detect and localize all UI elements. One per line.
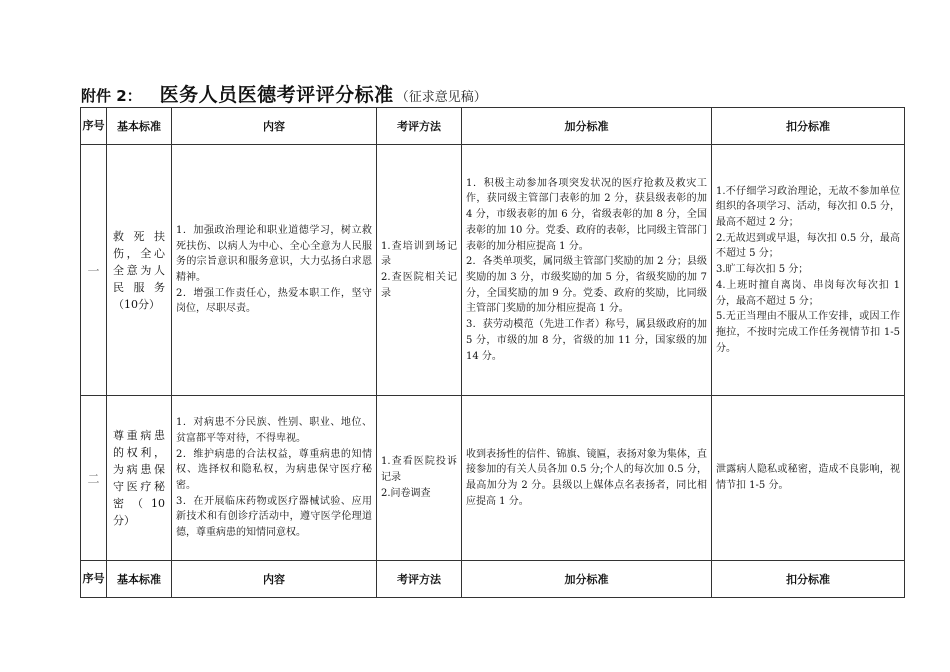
bonus-item: 收到表扬性的信件、锦旗、镜匾，表扬对象为集体，直接参加的有关人员各加 0.5 分;个人的每次加 0.5 分，最高加分为 2 分。县级以上媒体点名表扬者，同比相应提高 1 分。 bbox=[466, 448, 707, 507]
deduct-item: 5.无正当理由不服从工作安排，或因工作拖拉，不按时完成工作任务视情节扣 1-5 分。 bbox=[716, 311, 900, 354]
row-seq: 一 bbox=[81, 145, 107, 396]
header-basic-standard: 基本标准 bbox=[107, 561, 172, 598]
header-content: 内容 bbox=[172, 108, 377, 145]
content-item: 1．对病患不分民族、性别、职业、地位、贫富都平等对待，不得卑视。 bbox=[176, 417, 372, 444]
method-item: 2.查医院相关记录 bbox=[381, 272, 457, 299]
bonus-item: 3．获劳动模范（先进工作者）称号，属县级政府的加 5 分，市级的加 8 分，省级的加 11 分，国家级的加 14 分。 bbox=[466, 319, 707, 362]
row-basic-standard: 救死扶伤，全心全意为人民服务（10分） bbox=[107, 145, 172, 396]
content-item: 1．加强政治理论和职业道德学习，树立救死扶伤、以病人为中心、全心全意为人民服务的宗旨意识和服务意识，大力弘扬白求恩精神。 bbox=[176, 224, 372, 283]
deduct-item: 4.上班时擅自离岗、串岗每次每次扣 1 分，最高不超过 5 分； bbox=[716, 279, 900, 307]
header-method: 考评方法 bbox=[377, 561, 462, 598]
method-item: 2.问卷调查 bbox=[381, 487, 431, 499]
row-method bbox=[377, 396, 462, 561]
header-bonus: 加分标准 bbox=[462, 108, 712, 145]
header-content: 内容 bbox=[172, 561, 377, 598]
evaluation-table bbox=[80, 107, 905, 598]
content-item: 2．维护病患的合法权益，尊重病患的知情权、选择权和隐私权，为病患保守医疗秘密。 bbox=[176, 448, 372, 491]
row-deduct bbox=[712, 396, 905, 561]
header-bonus: 加分标准 bbox=[462, 561, 712, 598]
header-basic-standard: 基本标准 bbox=[107, 108, 172, 145]
document-title bbox=[81, 80, 487, 106]
deduct-item: 泄露病人隐私或秘密，造成不良影响，视情节扣 1-5 分。 bbox=[716, 464, 900, 491]
row-basic-standard: 尊重病患的权利，为病患保守医疗秘密（10分） bbox=[107, 396, 172, 561]
row-bonus bbox=[462, 396, 712, 561]
table-header-row bbox=[81, 108, 905, 145]
row-seq: 二 bbox=[81, 396, 107, 561]
header-deduct: 扣分标准 bbox=[712, 561, 905, 598]
header-deduct: 扣分标准 bbox=[712, 108, 905, 145]
header-method: 考评方法 bbox=[377, 108, 462, 145]
header-seq: 序号 bbox=[81, 108, 107, 145]
header-seq: 序号 bbox=[81, 561, 107, 598]
deduct-item: 1.不仔细学习政治理论，无故不参加单位组织的各项学习、活动，每次扣 0.5 分，最高不超过 2 分； bbox=[716, 185, 900, 229]
content-item: 2．增强工作责任心，热爱本职工作，坚守岗位，尽职尽责。 bbox=[176, 287, 372, 315]
page-title: 医务人员医德考评评分标准 bbox=[159, 84, 394, 106]
table-header-row-repeat bbox=[81, 561, 905, 598]
row-method bbox=[377, 145, 462, 396]
draft-note: （征求意见稿） bbox=[395, 90, 487, 105]
deduct-item: 3.旷工每次扣 5 分； bbox=[716, 264, 809, 276]
row-content bbox=[172, 145, 377, 396]
bonus-item: 2．各类单项奖，属同级主管部门奖励的加 2 分；县级奖励的加 3 分，市级奖励的加 5 分，省级奖励的加 7 分，全国奖励的加 9 分。党委、政府的奖励，比同级主管部门奖励的加分相应提高 1 分。 bbox=[466, 256, 707, 315]
method-item: 1.查培训到场记录 bbox=[381, 240, 457, 268]
table-row bbox=[81, 145, 905, 396]
annex-label: 附件 2： bbox=[81, 87, 142, 105]
bonus-item: 1．积极主动参加各项突发状况的医疗抢救及救灾工作，获同级主管部门表彰的加 2 分，获县级表彰的加 4 分，市级表彰的加 6 分，省级表彰的加 8 分，全国表彰的加 10 分。党委、政府的表彰，比同级主管部门表彰的加分相应提高 1 分。 bbox=[466, 177, 707, 252]
method-item: 1.查看医院投诉记录 bbox=[381, 456, 457, 484]
deduct-item: 2.无故迟到或早退，每次扣 0.5 分，最高不超过 5 分； bbox=[716, 232, 900, 260]
table-row bbox=[81, 396, 905, 561]
content-item: 3．在开展临床药物或医疗器械试验、应用新技术和有创诊疗活动中，遵守医学伦理道德，尊重病患的知情同意权。 bbox=[176, 495, 372, 539]
row-deduct bbox=[712, 145, 905, 396]
row-content bbox=[172, 396, 377, 561]
row-bonus bbox=[462, 145, 712, 396]
